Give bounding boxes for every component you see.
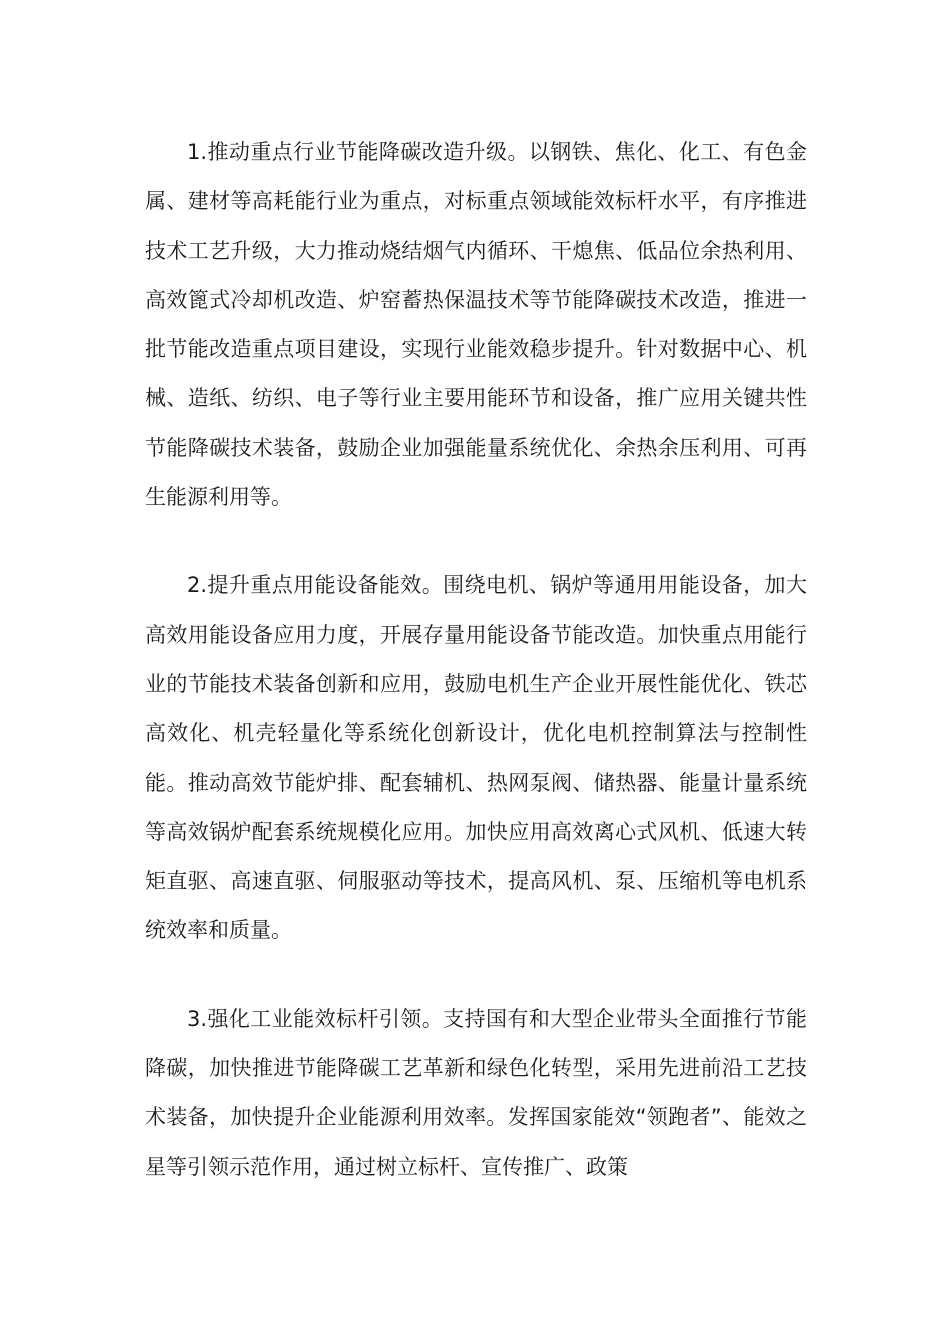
document-body <box>145 128 807 1192</box>
paragraph-1: 1.推动重点行业节能降碳改造升级。以钢铁、焦化、化工、有色金属、建材等高耗能行业为重点，对标重点领域能效标杆水平，有序推进技术工艺升级，大力推动烧结烟气内循环、干熄焦、低品位余热利用、高效篦式冷却机改造、炉窑蓄热保温技术等节能降碳技术改造，推进一批节能改造重点项目建设，实现行业能效稳步提升。针对数据中心、机械、造纸、纺织、电子等行业主要用能环节和设备，推广应用关键共性节能降碳技术装备，鼓励企业加强能量系统优化、余热余压利用、可再生能源利用等。 <box>145 140 807 510</box>
paragraph-2: 2.提升重点用能设备能效。围绕电机、锅炉等通用用能设备，加大高效用能设备应用力度，开展存量用能设备节能改造。加快重点用能行业的节能技术装备创新和应用，鼓励电机生产企业开展性能优化、铁芯高效化、机壳轻量化等系统化创新设计，优化电机控制算法与控制性能。推动高效节能炉排、配套辅机、热网泵阀、储热器、能量计量系统等高效锅炉配套系统规模化应用。加快应用高效离心式风机、低速大转矩直驱、高速直驱、伺服驱动等技术，提高风机、泵、压缩机等电机系统效率和质量。 <box>145 573 807 943</box>
paragraph-3: 3.强化工业能效标杆引领。支持国有和大型企业带头全面推行节能降碳，加快推进节能降碳工艺革新和绿色化转型，采用先进前沿工艺技术装备，加快提升企业能源利用效率。发挥国家能效“领跑者”、能效之星等引领示范作用，通过树立标杆、宣传推广、政策 <box>145 1006 807 1179</box>
